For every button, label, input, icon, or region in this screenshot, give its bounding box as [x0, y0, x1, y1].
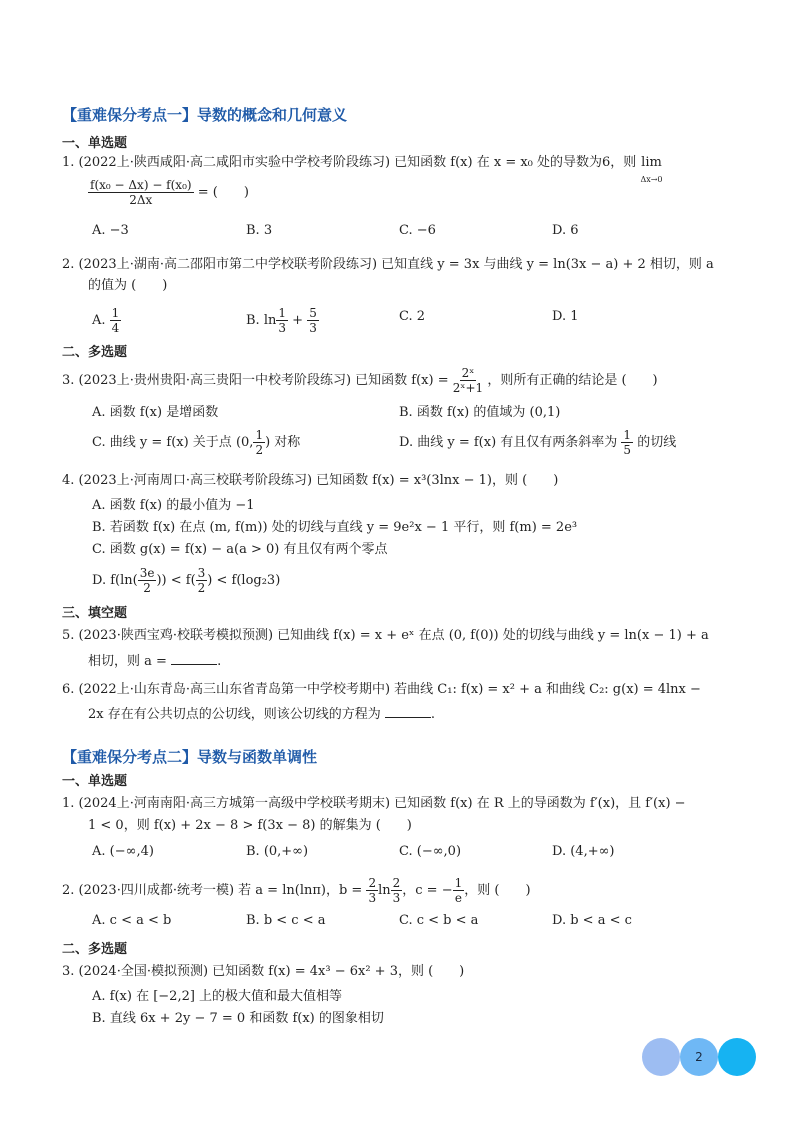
limit-symbol: lim Δx→0 — [640, 155, 663, 184]
group-label: 二、多选题 — [62, 942, 128, 957]
question-number: 1. — [62, 796, 75, 811]
question-stem: (2023上·湖南·高二邵阳市第二中学校联考阶段练习) 已知直线 y = 3x 与曲线 y = ln(3x − a) + 2 相切，则 a — [78, 257, 714, 272]
question-stem: (2023上·河南周口·高三校联考阶段练习) 已知函数 f(x) = x³(3lnx − 1)，则 ( ) — [78, 473, 559, 488]
question-number: 2. — [62, 883, 75, 898]
question-stem: (2024·全国·模拟预测) 已知函数 f(x) = 4x³ − 6x² + 3，则 ( ) — [78, 964, 465, 979]
option-b: B. 直线 6x + 2y − 7 = 0 和函数 f(x) 的图象相切 — [92, 1011, 384, 1026]
question-stem: (2023·陕西宝鸡·校联考模拟预测) 已知曲线 f(x) = x + eˣ 在点 (0, f(0)) 处的切线与曲线 y = ln(x − 1) + a — [78, 628, 709, 643]
question-stem: (2022上·山东青岛·高三山东省青岛第一中学校考期中) 若曲线 C₁: f(x) = x² + a 和曲线 C₂: g(x) = 4lnx − — [78, 682, 701, 697]
decor-circle-right — [718, 1038, 756, 1076]
group-label: 一、单选题 — [62, 774, 128, 789]
question-1 — [62, 796, 686, 812]
question-3: 3. (2023上·贵州贵阳·高三贵阳一中校考阶段练习) 已知函数 f(x) = $\frac{\text{2ˣ}}{\text{2ˣ+1}}$ ，则所有正确的结论是 ( ) — [62, 366, 658, 395]
question-number: 4. — [62, 473, 75, 488]
option-a: A. f(x) 在 [−2,2] 上的极大值和最大值相等 — [92, 989, 343, 1004]
option-d: D. f(ln( $\frac{3e}{2}$ )) < f( $\frac{3}{2}$ ) < f(log₂3) — [92, 566, 281, 595]
option-b: B. 函数 f(x) 的值域为 (0,1) — [399, 405, 561, 420]
option-a: A. 函数 f(x) 是增函数 — [92, 405, 219, 420]
option-b: B. ln $\frac{1}{3}$ + $\frac{5}{3}$ — [246, 306, 317, 335]
option-c: C. 2 — [399, 309, 426, 324]
option-b: B. 若函数 f(x) 在点 (m, f(m)) 处的切线与直线 y = 9e²x − 1 平行，则 f(m) = 2e³ — [92, 520, 578, 535]
option-b: B. b < c < a — [246, 913, 326, 928]
option-d: D. 1 — [552, 309, 579, 324]
question-number: 2. — [62, 257, 75, 272]
question-4 — [62, 473, 558, 489]
question-stem: (2022上·陕西咸阳·高二咸阳市实验中学校考阶段练习) 已知函数 f(x) 在 x = x₀ 处的导数为6，则 — [78, 155, 637, 170]
group-label: 三、填空题 — [62, 606, 128, 621]
question-1-fraction-line: $\frac{\text{f(x₀ − Δx) − f(x₀)}}{2\Delta x}$ = ( ) — [90, 178, 249, 207]
difference-quotient: $\frac{\text{f(x₀ − Δx) − f(x₀)}}{2\Delta x}$ — [90, 178, 192, 207]
question-2 — [62, 257, 714, 273]
option-a: A. $\frac{1}{4}$ — [92, 306, 120, 335]
option-b: B. 3 — [246, 223, 273, 238]
question-6 — [62, 682, 701, 698]
option-d: D. 曲线 y = f(x) 有且仅有两条斜率为 $\frac{1}{5}$ 的切线 — [399, 428, 677, 457]
answer-blank[interactable] — [385, 705, 431, 718]
option-a: A. (−∞,4) — [92, 844, 154, 859]
decor-circle-left — [642, 1038, 680, 1076]
question-number: 3. — [62, 964, 75, 979]
option-d: D. 6 — [552, 223, 579, 238]
question-5 — [62, 628, 709, 644]
option-c: C. 曲线 y = f(x) 关于点 (0, $\frac{1}{2}$ ) 对称 — [92, 428, 301, 457]
option-c: C. −6 — [399, 223, 436, 238]
question-5-line2: 相切，则 a = . — [88, 654, 222, 669]
question-number: 5. — [62, 628, 75, 643]
section-title: 【重难保分考点一】导数的概念和几何意义 — [62, 106, 348, 124]
option-c: C. c < b < a — [399, 913, 479, 928]
option-c: C. 函数 g(x) = f(x) − a(a > 0) 有且仅有两个零点 — [92, 542, 388, 557]
option-c: C. (−∞,0) — [399, 844, 462, 859]
question-2: 2. (2023·四川成都·统考一模) 若 a = ln(lnπ)，b = $\frac{2}{3}$ ln $\frac{2}{3}$ ，c = − $\frac{1}{e}$ ，则 ( ) — [62, 876, 531, 905]
section-title: 【重难保分考点二】导数与函数单调性 — [62, 748, 318, 766]
question-number: 3. — [62, 373, 75, 388]
question-2-line2: 的值为 ( ) — [88, 278, 168, 293]
question-number: 6. — [62, 682, 75, 697]
option-a: A. −3 — [92, 223, 129, 238]
answer-blank[interactable] — [171, 652, 217, 665]
option-a: A. c < a < b — [92, 913, 172, 928]
question-number: 1. — [62, 155, 75, 170]
option-d: D. b < a < c — [552, 913, 632, 928]
question-stem: (2024上·河南南阳·高三方城第一高级中学校联考期末) 已知函数 f(x) 在 R 上的导函数为 f′(x)，且 f′(x) − — [78, 796, 686, 811]
option-a: A. 函数 f(x) 的最小值为 −1 — [92, 498, 255, 513]
question-1-line2: 1 < 0，则 f(x) + 2x − 8 > f(3x − 8) 的解集为 ( ) — [88, 818, 412, 833]
option-b: B. (0,+∞) — [246, 844, 309, 859]
option-d: D. (4,+∞) — [552, 844, 615, 859]
question-6-line2: 2x 存在有公共切点的公切线，则该公切线的方程为 . — [88, 707, 436, 722]
group-label: 二、多选题 — [62, 345, 128, 360]
question-3 — [62, 964, 464, 980]
group-label: 一、单选题 — [62, 136, 128, 151]
page-number: 2 — [680, 1038, 718, 1076]
